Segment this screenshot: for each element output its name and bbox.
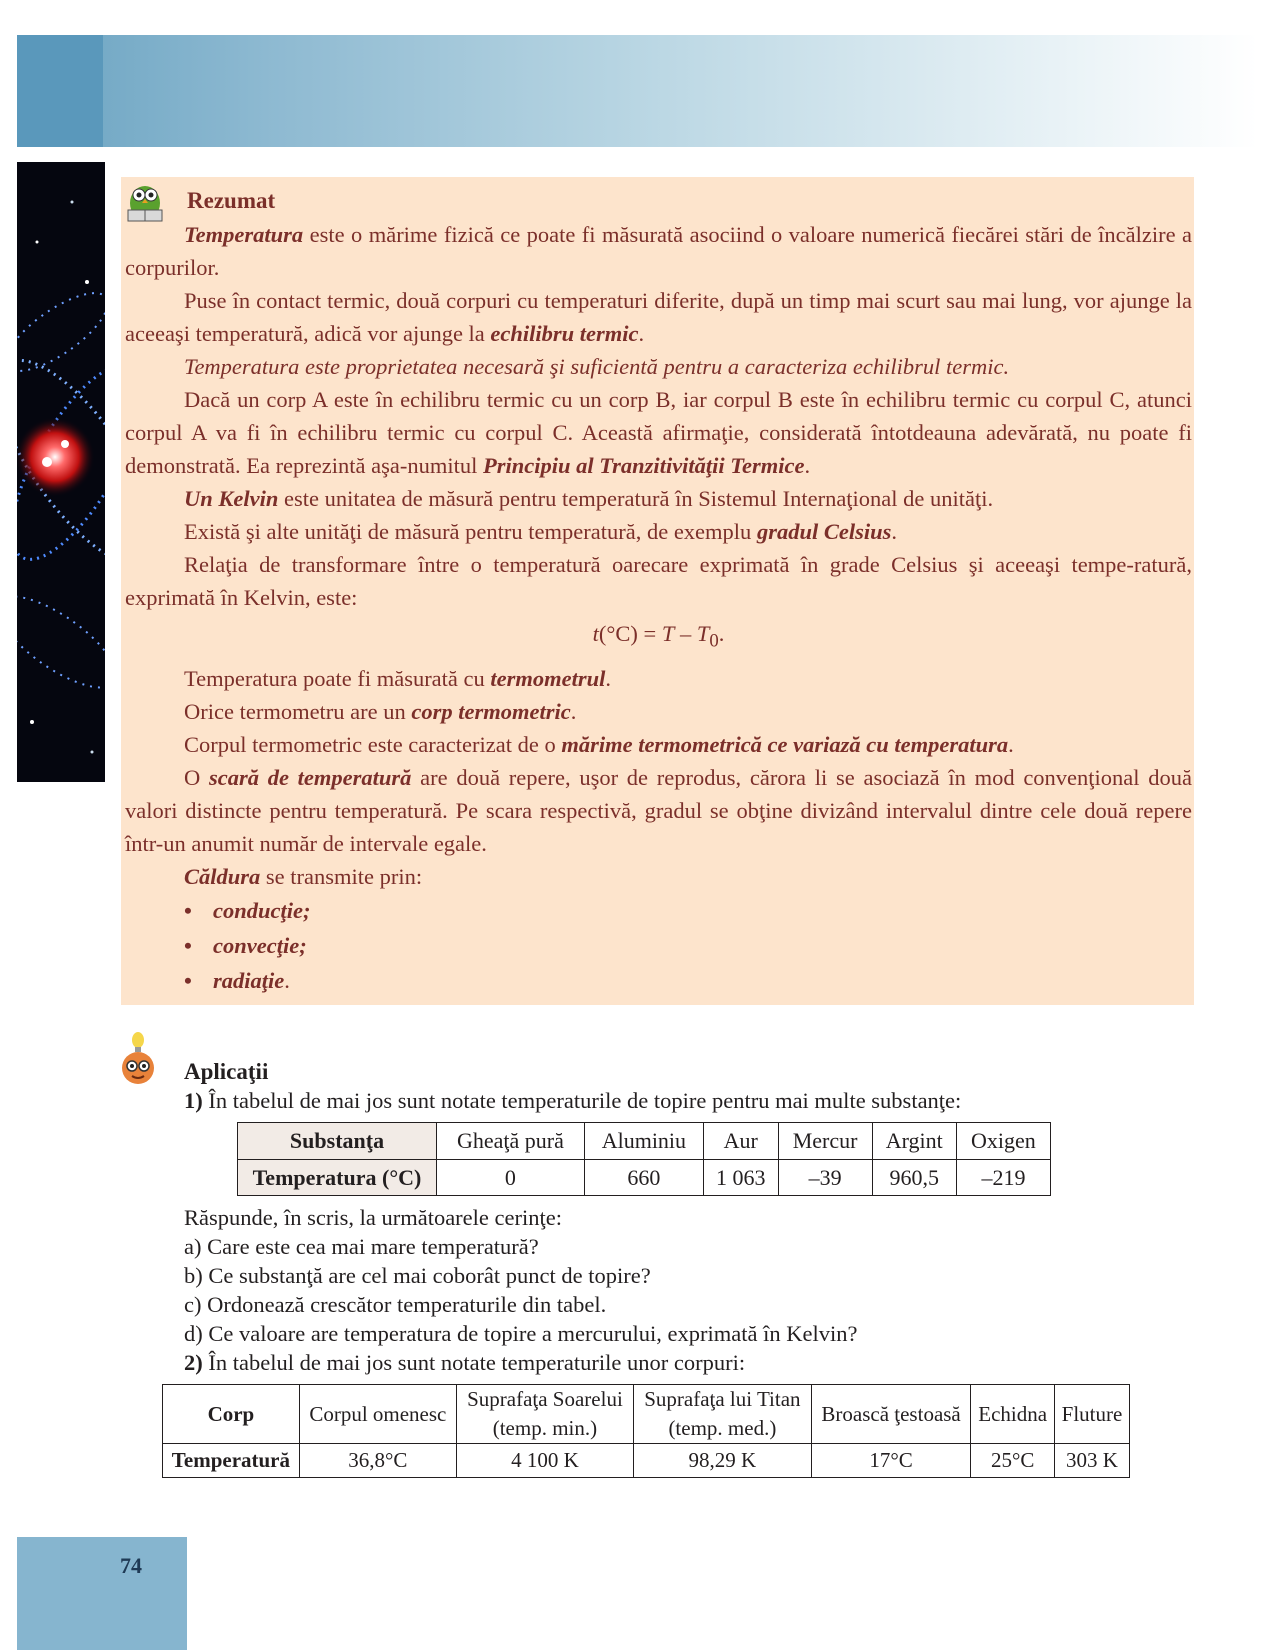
term-principiu-tranzitivitate: Principiu al Tranzitivităţii Termice xyxy=(482,453,805,478)
text-span: 1) xyxy=(184,1088,203,1113)
table-cell: 98,29 K xyxy=(633,1444,811,1478)
text-span: Corpul omenesc xyxy=(309,1401,447,1426)
text-span: radiaţie xyxy=(213,967,285,993)
text-span: . xyxy=(804,453,811,478)
text-span: . xyxy=(570,698,577,724)
table-cell: 303 K xyxy=(1055,1444,1130,1478)
table-cell xyxy=(633,1385,811,1444)
requirement-c: c) Ordonează crescător temperaturile din tabel. xyxy=(184,1292,607,1317)
text-span: În tabelul de mai jos sunt notate temperaturile unor corpuri: xyxy=(202,1350,746,1375)
table-cell: Gheaţă pură xyxy=(437,1123,585,1160)
requirement-d: d) Ce valoare are temperatura de topire a mercurului, exprimată în Kelvin? xyxy=(184,1321,858,1346)
table-cell: Mercur xyxy=(778,1123,872,1160)
summary-paragraph xyxy=(125,218,1192,284)
table-cell: Argint xyxy=(872,1123,956,1160)
text-span: este o mărime fizică ce poate fi măsurată asociind o valoare numerică fiecărei stări de încălzire a corpurilor. xyxy=(125,222,1192,280)
table-cell xyxy=(811,1385,971,1444)
header-accent-block xyxy=(17,35,103,147)
table-cell: 960,5 xyxy=(872,1160,956,1196)
text-span: Suprafaţa lui Titan xyxy=(644,1387,801,1411)
body-temperatures-table xyxy=(162,1384,1130,1478)
summary-paragraph: Relaţia de transformare între o temperatură oarecare exprimată în grade Celsius şi aceeaşi tempe-ratură, exprimată în Kelvin, este: xyxy=(125,552,1192,610)
text-span: Orice termometru are un xyxy=(184,698,412,724)
table-cell: –39 xyxy=(778,1160,872,1196)
conversion-formula xyxy=(125,617,1192,658)
term-echilibru-termic: echilibru termic xyxy=(490,321,639,346)
text-span: . xyxy=(718,621,725,646)
page-number: 74 xyxy=(120,1553,142,1578)
table-cell: Oxigen xyxy=(956,1123,1050,1160)
summary-paragraph xyxy=(125,695,1192,728)
table-cell: Aluminiu xyxy=(584,1123,703,1160)
lightbulb-head-icon xyxy=(120,1030,156,1086)
text-span: . xyxy=(284,967,290,993)
melting-points-table xyxy=(237,1122,1051,1196)
term-termometrul: termometrul xyxy=(490,665,606,691)
text-span: 0 xyxy=(709,630,719,652)
table-header-cell: Substanţa xyxy=(238,1123,437,1160)
question-2 xyxy=(184,1348,745,1378)
table-cell: 660 xyxy=(584,1160,703,1196)
text-span: Corpul termometric este caracterizat de o xyxy=(184,731,562,757)
text-span: (temp. min.) xyxy=(492,1416,598,1440)
table-cell: –219 xyxy=(956,1160,1050,1196)
list-item xyxy=(184,928,1192,963)
text-span: 2) xyxy=(184,1350,203,1375)
summary-paragraph xyxy=(125,761,1192,860)
text-span: Există şi alte unităţi de măsură pentru temperatură, de exemplu xyxy=(184,519,757,544)
requirement-b: b) Ce substanţă are cel mai coborât punct de topire? xyxy=(184,1263,651,1288)
term-grad-celsius: gradul Celsius xyxy=(756,519,892,544)
instruction: Răspunde, în scris, la următoarele cerinţe: xyxy=(184,1205,562,1230)
summary-paragraph xyxy=(125,284,1192,350)
table-header-cell: Temperatura (°C) xyxy=(238,1160,437,1196)
summary-paragraph xyxy=(125,515,1192,548)
text-span: (temp. med.) xyxy=(668,1416,777,1440)
table-cell: 4 100 K xyxy=(456,1444,633,1478)
text-span: Puse în contact termic, două corpuri cu temperaturi diferite, după un timp mai scurt sau mai lung, vor ajunge la aceeaşi temperatură, adică vor ajunge la xyxy=(125,288,1192,346)
table-header-cell: Temperatură xyxy=(163,1444,300,1478)
text-span: conducţie xyxy=(213,897,303,923)
table-cell xyxy=(299,1385,456,1444)
summary-paragraph xyxy=(125,383,1192,482)
question-1 xyxy=(184,1086,961,1116)
table-cell xyxy=(456,1385,633,1444)
text-span: T xyxy=(661,621,675,646)
text-span: . xyxy=(605,665,612,691)
text-span: Broască ţestoasă xyxy=(821,1401,961,1426)
summary-title: Rezumat xyxy=(187,188,276,213)
summary-paragraph xyxy=(125,728,1192,761)
term-corp-termometric: corp termometric xyxy=(411,698,571,724)
text-span: . xyxy=(638,321,645,346)
text-span: O xyxy=(184,764,209,790)
text-span: ; xyxy=(299,932,307,958)
text-span: (°C) = xyxy=(598,621,662,646)
atom-illustration xyxy=(17,162,105,782)
text-span: convecţie xyxy=(213,932,300,958)
table-cell: 25°C xyxy=(971,1444,1055,1478)
atom-icon xyxy=(17,162,105,782)
term-kelvin: Un Kelvin xyxy=(184,486,279,511)
term-scara-temperatura: scară de temperatură xyxy=(208,764,412,790)
term-temperatura: Temperatura xyxy=(184,222,304,247)
text-span: Fluture xyxy=(1061,1401,1123,1426)
text-span: Suprafaţa Soarelui xyxy=(467,1387,623,1411)
table-cell: 0 xyxy=(437,1160,585,1196)
summary-paragraph xyxy=(125,662,1192,695)
list-item xyxy=(184,893,1192,928)
requirement-a: a) Care este cea mai mare temperatură? xyxy=(184,1234,539,1259)
table-header-cell: Corp xyxy=(163,1385,300,1444)
heat-transfer-list xyxy=(125,893,1192,998)
text-span: T xyxy=(696,621,710,646)
text-span: este unitatea de măsură pentru temperatură în Sistemul Internaţional de unităţi. xyxy=(278,486,994,511)
text-span: . xyxy=(1008,731,1014,757)
applications-title: Aplicaţii xyxy=(184,1059,269,1084)
summary-paragraph xyxy=(125,482,1192,515)
table-cell: Aur xyxy=(703,1123,778,1160)
term-caldura: Căldura xyxy=(184,863,261,889)
text-span: ; xyxy=(303,897,311,923)
list-item xyxy=(184,963,1192,998)
text-span: are două repere, uşor de reprodus, cărora li se asociază în mod convenţional două valori distincte pentru temperatură. Pe scara respectivă, gradul se obţine divizând intervalul dintre cele două repere într-un anumit număr de intervale egale. xyxy=(125,764,1192,856)
page-number-box xyxy=(17,1537,187,1650)
text-span: se transmite prin: xyxy=(260,863,423,889)
text-span: Dacă un corp A este în echilibru termic cu un corp B, iar corpul B este în echilibru termic cu corpul C, atunci corpul A va fi în echilibru termic cu corpul C. Această afirmaţie, considerată întotdeauna adevărată, nu poate fi demonstrată. Ea reprezintă aşa-numitul xyxy=(125,387,1192,478)
header-band xyxy=(17,35,1258,147)
table-cell: 1 063 xyxy=(703,1160,778,1196)
text-span: t xyxy=(592,621,599,646)
summary-content xyxy=(125,218,1192,998)
table-cell xyxy=(971,1385,1055,1444)
text-span: Temperatura poate fi măsurată cu xyxy=(184,665,491,691)
text-span: . xyxy=(891,519,897,544)
table-cell xyxy=(1055,1385,1130,1444)
text-span: – xyxy=(674,621,697,646)
text-span: Echidna xyxy=(978,1401,1048,1426)
text-span: În tabelul de mai jos sunt notate temperaturile de topire pentru mai multe substanţe: xyxy=(202,1088,962,1113)
table-cell: 36,8°C xyxy=(299,1444,456,1478)
term-marime-termometrica: mărime termometrică ce variază cu temperatura xyxy=(561,731,1009,757)
summary-paragraph xyxy=(125,860,1192,893)
table-cell: 17°C xyxy=(811,1444,971,1478)
summary-paragraph: Temperatura este proprietatea necesară şi suficientă pentru a caracteriza echilibrul termic. xyxy=(184,354,1010,379)
